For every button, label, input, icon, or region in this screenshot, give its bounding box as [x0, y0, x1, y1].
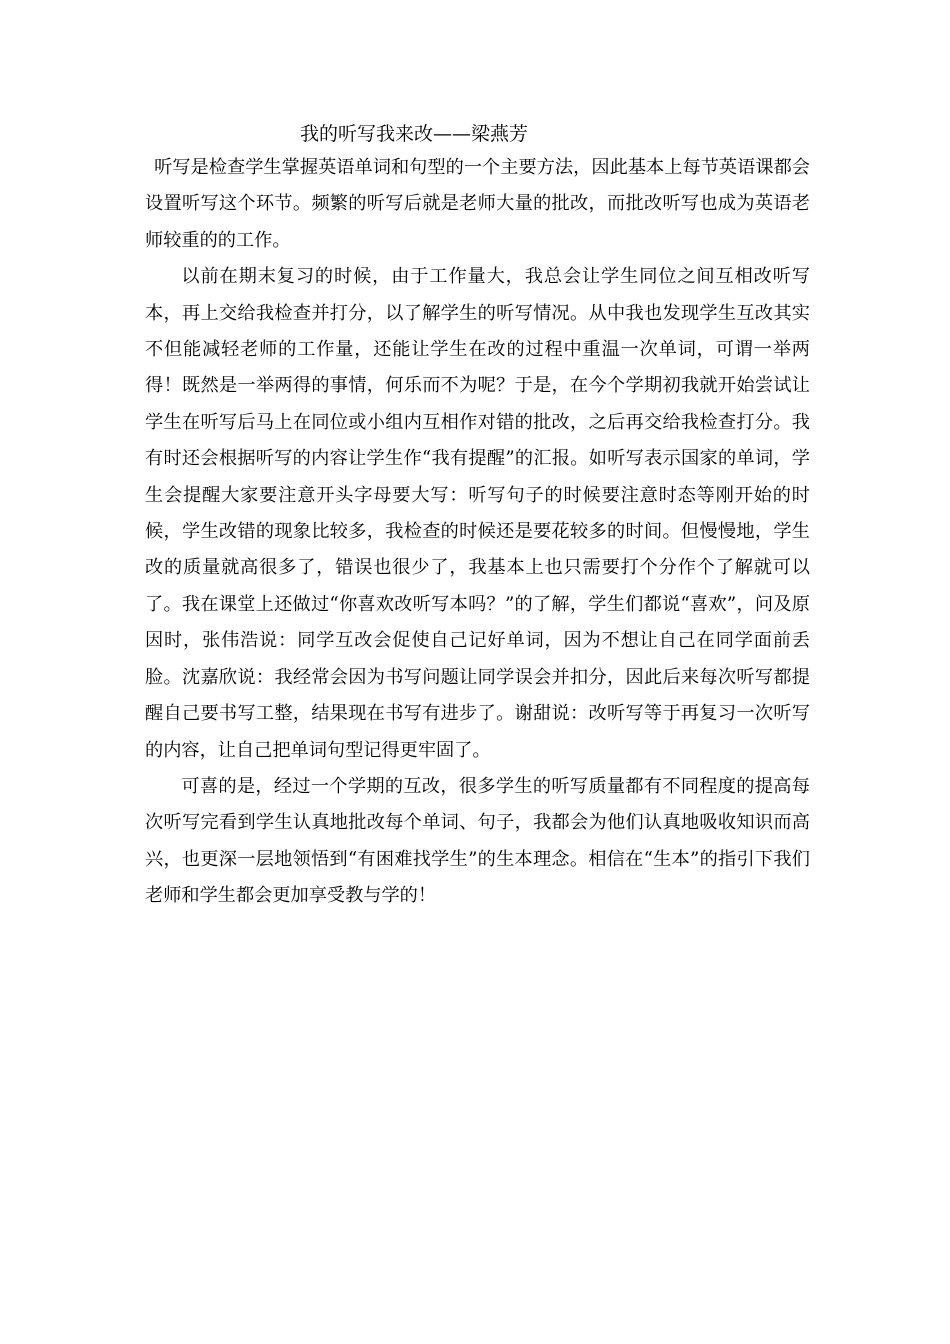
- paragraph-3: 可喜的是，经过一个学期的互改，很多学生的听写质量都有不同程度的提高每次听写完看到学生认真地批改每个单词、句子，我都会为他们认真地吸收知识而高兴，也更深一层地领悟到“有困难找学生”的生本理念。相信在“生本”的指引下我们老师和学生都会更加享受教与学的！: [145, 775, 810, 907]
- paragraph-2: 以前在期末复习的时候，由于工作量大，我总会让学生同位之间互相改听写本，再上交给我检查并打分，以了解学生的听写情况。从中我也发现学生互改其实不但能减轻老师的工作量，还能让学生在改的过程中重温一次单词，可谓一举两得！既然是一举两得的事情，何乐而不为呢？于是，在今个学期初我就开始尝试让学生在听写后马上在同位或小组内互相作对错的批改，之后再交给我检查打分。我有时还会根据听写的内容让学生作“我有提醒”的汇报。如听写表示国家的单词，学生会提醒大家要注意开头字母要大写：听写句子的时候要注意时态等刚开始的时候，学生改错的现象比较多，我检查的时候还是要花较多的时间。但慢慢地，学生改的质量就高很多了，错误也很少了，我基本上也只需要打个分作个了解就可以了。我在课堂上还做过“你喜欢改听写本吗？”的了解，学生们都说“喜欢”，问及原因时，张伟浩说：同学互改会促使自己记好单词，因为不想让自己在同学面前丢脸。沈嘉欣说：我经常会因为书写问题让同学误会并扣分，因此后来每次听写都提醒自己要书写工整，结果现在书写有进步了。谢甜说：改听写等于再复习一次听写的内容，让自己把单词句型记得更牢固了。: [145, 266, 810, 761]
- document-title: 我的听写我来改——梁燕芳: [300, 123, 529, 145]
- paragraph-1: 听写是检查学生掌握英语单词和句型的一个主要方法，因此基本上每节英语课都会设置听写这个环节。频繁的听写后就是老师大量的批改，而批改听写也成为英语老师较重的的工作。: [145, 157, 810, 251]
- document-body: [145, 150, 810, 915]
